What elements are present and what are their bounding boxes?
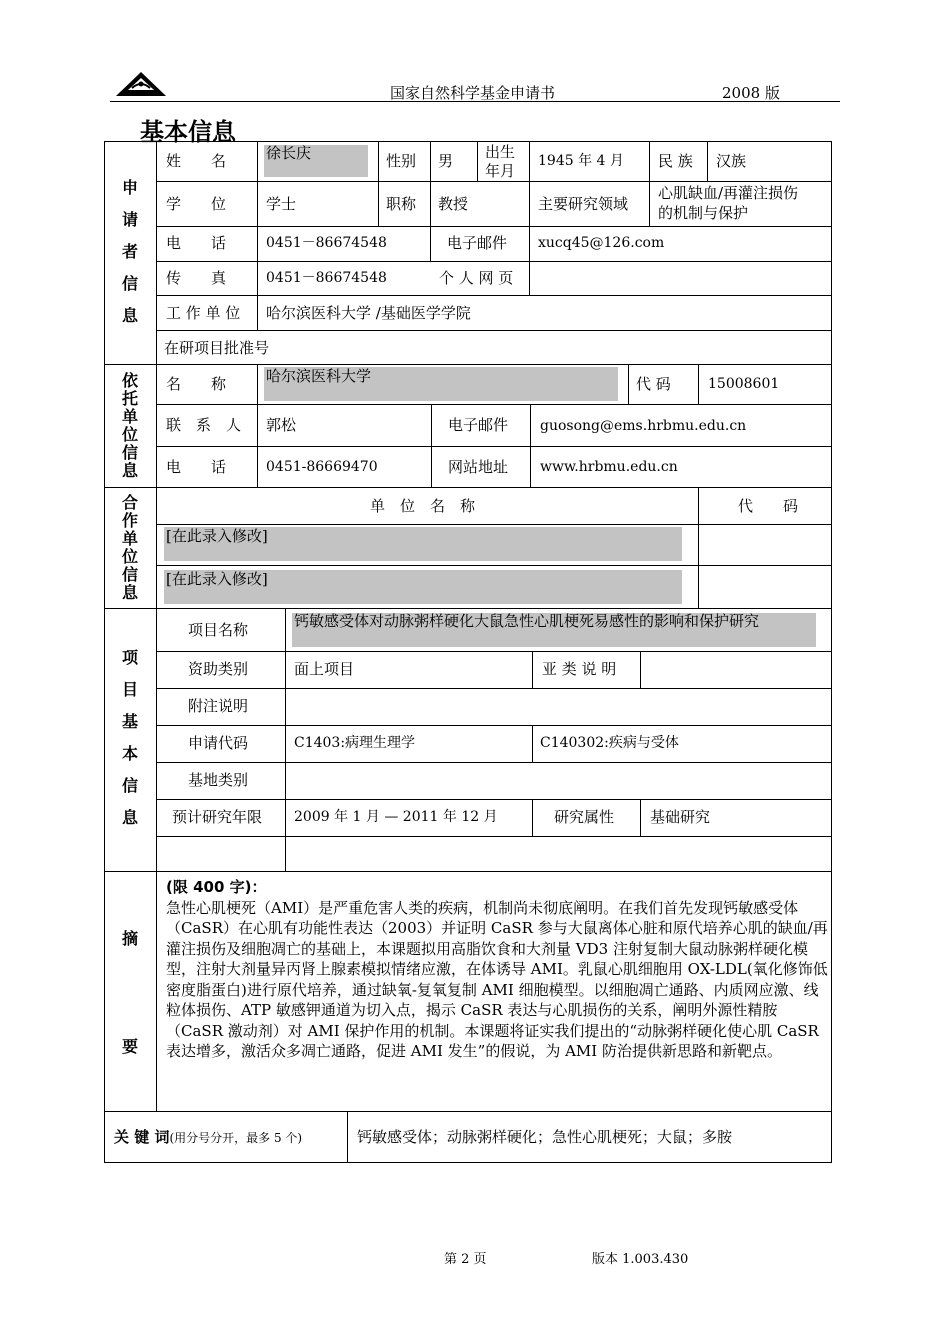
applicant-section: [104, 141, 832, 365]
applicant-section-label: 申 请 者 信 息: [121, 178, 138, 325]
keywords-value[interactable]: 钙敏感受体；动脉粥样硬化；急性心肌梗死；大鼠；多胺: [357, 1128, 733, 1146]
host-site-label: 网站地址: [448, 458, 509, 476]
research-attr-value: 基础研究: [650, 808, 711, 826]
abstract-section-label-2: 要: [122, 1037, 139, 1056]
partner-name-header: 单 位 名 称: [370, 497, 476, 515]
page-title: 基本信息: [140, 118, 236, 146]
title-label: 职称: [386, 195, 417, 213]
period-value: 2009 年 1 月 — 2011 年 12 月: [294, 809, 498, 825]
work-unit-label: 工 作 单 位: [166, 304, 241, 322]
partner-code-header: 代 码: [738, 497, 799, 515]
project-name-label: 项目名称: [188, 621, 249, 639]
phone-value: 0451－86674548: [266, 235, 387, 251]
research-attr-label: 研究属性: [554, 808, 615, 826]
host-phone-value: 0451-86669470: [266, 459, 378, 475]
host-contact-label: 联 系 人: [166, 416, 242, 434]
footer-page-number: 第 2 页: [444, 1252, 487, 1267]
host-code-label: 代 码: [636, 375, 671, 393]
partner-row-1-value: [在此录入修改]: [166, 527, 268, 545]
apply-code-label: 申请代码: [188, 734, 249, 752]
research-field-label: 主要研究领域: [538, 195, 629, 213]
project-section-label: 项 目 基 本 信 息: [121, 648, 138, 827]
applicant-name-value: 徐长庆: [266, 144, 312, 162]
abstract-body[interactable]: [166, 877, 828, 1062]
birth-value: 1945 年 4 月: [538, 153, 624, 169]
abstract-section-label-1: 摘: [122, 929, 139, 948]
work-unit-value: 哈尔滨医科大学 /基础医学学院: [266, 304, 471, 322]
host-phone-label: 电 话: [166, 458, 227, 476]
title-value: 教授: [438, 195, 469, 213]
keywords-hint: (用分号分开，最多 5 个): [169, 1131, 303, 1145]
ethnicity-label: 民 族: [658, 152, 693, 170]
research-field-value: 心肌缺血/再灌注损伤 的机制与保护: [658, 184, 799, 222]
host-name-label: 名 称: [166, 375, 227, 393]
project-name-value: 钙敏感受体对动脉粥样硬化大鼠急性心肌梗死易感性的影响和保护研究: [294, 612, 760, 630]
header-version: 2008 版: [722, 84, 780, 102]
partner-unit-section-label: 合 作 单 位 信 息: [121, 493, 138, 602]
header-title: 国家自然科学基金申请书: [390, 84, 556, 102]
degree-value: 学士: [266, 195, 297, 213]
birth-label: 出生 年月: [485, 143, 516, 180]
host-email-label: 电子邮件: [448, 416, 509, 434]
homepage-label: 个 人 网 页: [439, 269, 514, 287]
keywords-label: 关 键 词(用分号分开，最多 5 个): [114, 1128, 303, 1146]
ethnicity-value: 汉族: [716, 152, 747, 170]
phone-label: 电 话: [166, 234, 227, 252]
email-value: xucq45@126.com: [538, 235, 665, 251]
period-label: 预计研究年限: [172, 808, 263, 826]
host-email-value: guosong@ems.hrbmu.edu.cn: [540, 418, 747, 434]
degree-label: 学 位: [166, 195, 227, 213]
subclass-label: 亚 类 说 明: [542, 660, 617, 678]
notes-label: 附注说明: [188, 697, 249, 715]
footer-version: 版本 1.003.430: [592, 1252, 689, 1267]
partner-row-2-value: [在此录入修改]: [166, 570, 268, 588]
ongoing-project-label: 在研项目批准号: [164, 339, 270, 357]
abstract-limit: (限 400 字)：: [166, 878, 267, 896]
base-category-label: 基地类别: [188, 771, 249, 789]
abstract-text: 急性心肌梗死（AMI）是严重危害人类的疾病，机制尚未彻底阐明。在我们首先发现钙敏感受体（CaSR）在心肌有功能性表达（2003）并证明 CaSR 参与大鼠离体心脏和原代培养心肌的缺血/再灌注损伤及细胞凋亡的基础上，本课题拟用高脂饮食和大剂量 VD3 注射复制大鼠动脉粥样硬化模型，注射大剂量异丙肾上腺素模拟情绪应激，在体诱导 AMI。乳鼠心肌细胞用 OX-LDL(氧化修饰低密度脂蛋白)进行原代培养，通过缺氧-复氧复制 AMI 细胞模型。以细胞凋亡通路、内质网应激、线粒体损伤、ATP 敏感钾通道为切入点，揭示 CaSR 表达与心肌损伤的关系，阐明外源性精胺（CaSR 激动剂）对 AMI 保护作用的机制。本课题将证实我们提出的“动脉粥样硬化使心肌 CaSR 表达增多，激活众多凋亡通路，促进 AMI 发生”的假说，为 AMI 防治提供新思路和新靶点。: [166, 898, 828, 1060]
gender-label: 性别: [386, 152, 417, 170]
host-code-value: 15008601: [708, 376, 780, 392]
applicant-name-label: 姓 名: [166, 152, 227, 170]
header-divider: [110, 101, 840, 102]
email-label: 电子邮件: [447, 234, 508, 252]
fax-label: 传 真: [166, 269, 227, 287]
apply-code-1: C1403:病理生理学: [294, 735, 416, 751]
gender-value: 男: [438, 152, 454, 170]
host-site-value: www.hrbmu.edu.cn: [540, 459, 678, 475]
host-name-value: 哈尔滨医科大学: [266, 367, 372, 385]
host-unit-section-label: 依 托 单 位 信 息: [121, 371, 138, 480]
host-contact-value: 郭松: [266, 416, 297, 434]
fax-value: 0451－86674548: [266, 270, 387, 286]
funding-label: 资助类别: [188, 660, 249, 678]
nsfc-logo-icon: [114, 68, 168, 98]
funding-value: 面上项目: [294, 660, 355, 678]
apply-code-2: C140302:疾病与受体: [540, 735, 679, 751]
